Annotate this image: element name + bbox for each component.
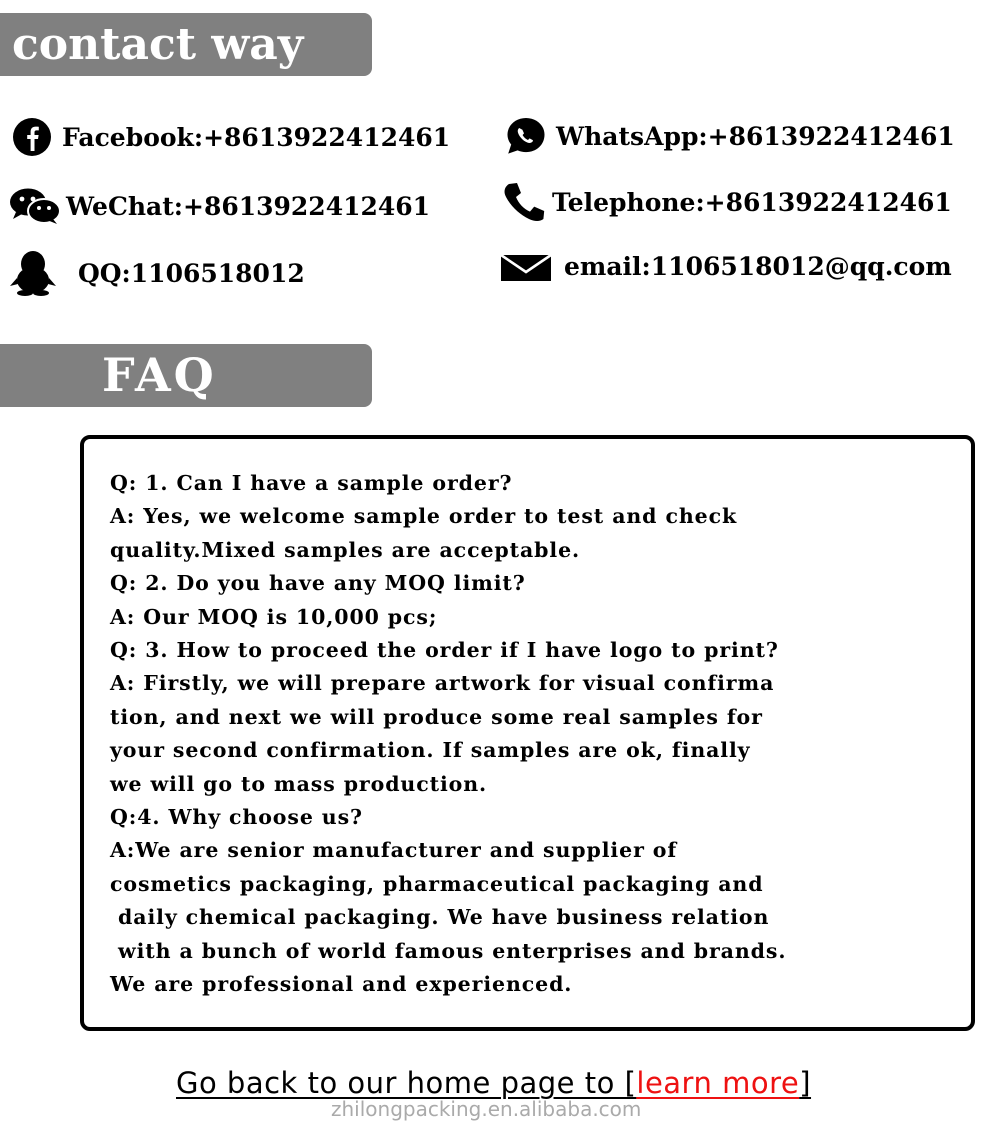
faq-line: your second confirmation. If samples are ok, finally	[110, 738, 751, 763]
whatsapp-text: WhatsApp:+8613922412461	[556, 121, 955, 151]
faq-line: Q: 2. Do you have any MOQ limit?	[110, 571, 526, 596]
faq-line: A: Our MOQ is 10,000 pcs;	[110, 604, 438, 629]
faq-title: FAQ	[102, 348, 217, 402]
faq-line: Q: 1. Can I have a sample order?	[110, 471, 513, 495]
faq-line: cosmetics packaging, pharmaceutical packaging and	[110, 871, 764, 896]
whatsapp-contact[interactable]	[500, 115, 955, 157]
faq-line: quality.Mixed samples are acceptable.	[110, 537, 581, 562]
faq-line: Q: 3. How to proceed the order if I have logo to print?	[110, 638, 779, 663]
qq-text: QQ:1106518012	[78, 258, 305, 288]
faq-line: Q:4. Why choose us?	[110, 805, 363, 830]
email-contact[interactable]	[500, 248, 952, 284]
envelope-icon	[500, 248, 552, 284]
learn-more-link[interactable]: learn more	[636, 1066, 800, 1100]
facebook-contact[interactable]	[6, 117, 450, 157]
faq-line: with a bunch of world famous enterprises and brands.	[110, 938, 787, 963]
telephone-text: Telephone:+8613922412461	[552, 187, 952, 217]
footer-home-link-line	[176, 1066, 811, 1100]
faq-line: daily chemical packaging. We have business relation	[110, 905, 770, 930]
wechat-text: WeChat:+8613922412461	[66, 191, 431, 221]
watermark: zhilongpacking.en.alibaba.com	[331, 1097, 642, 1121]
contact-way-title: contact way	[12, 19, 304, 70]
wechat-contact[interactable]	[6, 186, 430, 226]
footer-text: Go back to our home page to [	[176, 1066, 637, 1100]
faq-line: A: Yes, we welcome sample order to test and check	[110, 504, 738, 529]
facebook-icon	[6, 117, 58, 157]
faq-line: A: Firstly, we will prepare artwork for visual confirma	[110, 671, 775, 696]
faq-line: we will go to mass production.	[110, 771, 488, 796]
footer-bracket: ]	[799, 1066, 812, 1100]
faq-banner	[0, 344, 372, 407]
contact-way-banner	[0, 13, 372, 76]
faq-line: tion, and next we will produce some real samples for	[110, 704, 763, 729]
email-text: email:1106518012@qq.com	[564, 251, 952, 281]
faq-line: A:We are senior manufacturer and supplier of	[110, 838, 678, 863]
faq-list	[110, 467, 786, 1002]
faq-line: We are professional and experienced.	[110, 972, 573, 997]
phone-icon	[500, 181, 552, 223]
qq-contact[interactable]	[8, 250, 305, 296]
telephone-contact[interactable]	[500, 181, 952, 223]
facebook-text: Facebook:+8613922412461	[62, 122, 451, 152]
wechat-icon	[6, 186, 64, 226]
faq-box	[80, 435, 975, 1031]
whatsapp-icon	[500, 115, 552, 157]
qq-penguin-icon	[8, 250, 60, 296]
